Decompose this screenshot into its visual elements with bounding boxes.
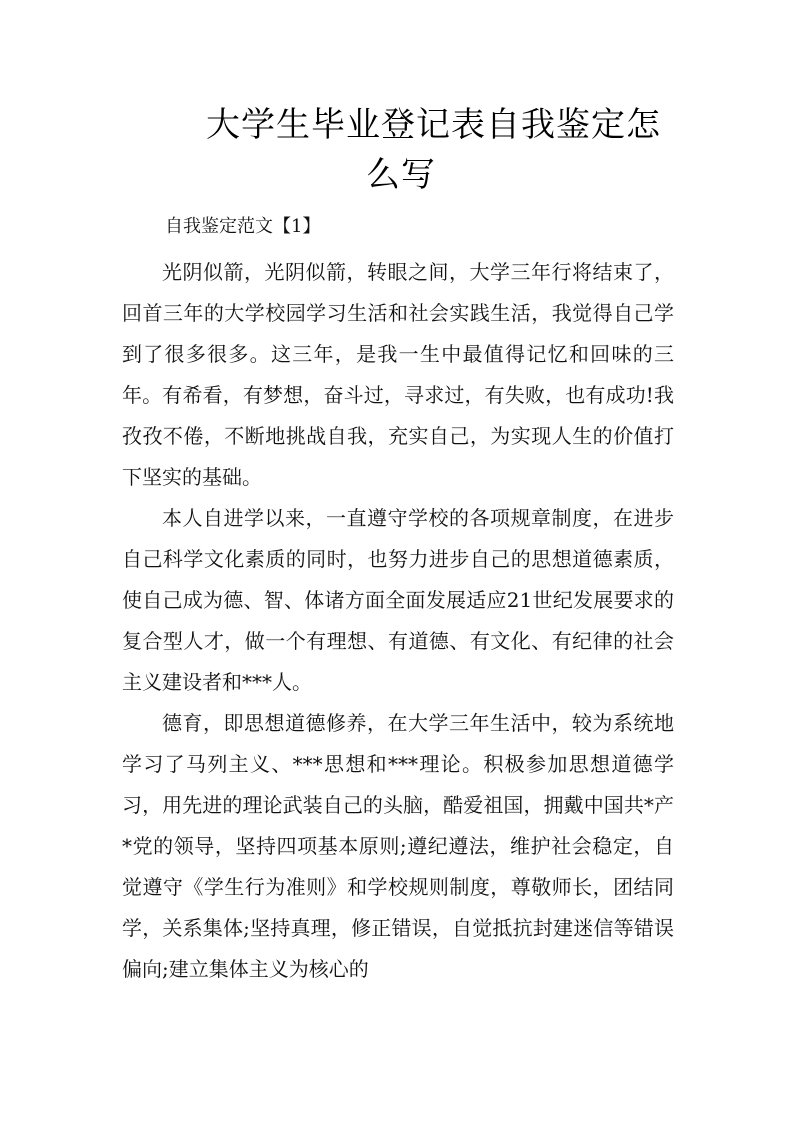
- paragraph-3: 德育，即思想道德修养，在大学三年生活中，较为系统地学习了马列主义、***思想和***理论。积极参加思想道德学习，用先进的理论武装自己的头脑，酷爱祖国，拥戴中国共*产*党的领导，坚持四项基本原则;遵纪遵法，维护社会稳定，自觉遵守《学生行为准则》和学校规则制度，尊敬师长，团结同学，关系集体;坚持真理，修正错误，自觉抵抗封建迷信等错误偏向;建立集体主义为核心的: [122, 711, 674, 981]
- document-title: [206, 100, 676, 200]
- paragraph-2: 本人自进学以来，一直遵守学校的各项规章制度，在进步自己科学文化素质的同时，也努力进步自己的思想道德素质，使自己成为德、智、体诸方面全面发展适应21世纪发展要求的复合型人才，做一个有理想、有道德、有文化、有纪律的社会主义建设者和***人。: [122, 506, 674, 694]
- title-line-2: 么写: [366, 155, 436, 195]
- document-body: [122, 252, 674, 990]
- paragraph-1: 光阴似箭，光阴似箭，转眼之间，大学三年行将结束了，回首三年的大学校园学习生活和社会实践生活，我觉得自己学到了很多很多。这三年，是我一生中最值得记忆和回味的三年。有希看，有梦想，奋斗过，寻求过，有失败，也有成功!我孜孜不倦，不断地挑战自我，充实自己，为实现人生的价值打下坚实的基础。: [122, 260, 674, 489]
- section-heading: 自我鉴定范文【1】: [165, 216, 321, 237]
- title-line-1: 大学生毕业登记表自我鉴定怎: [206, 105, 661, 145]
